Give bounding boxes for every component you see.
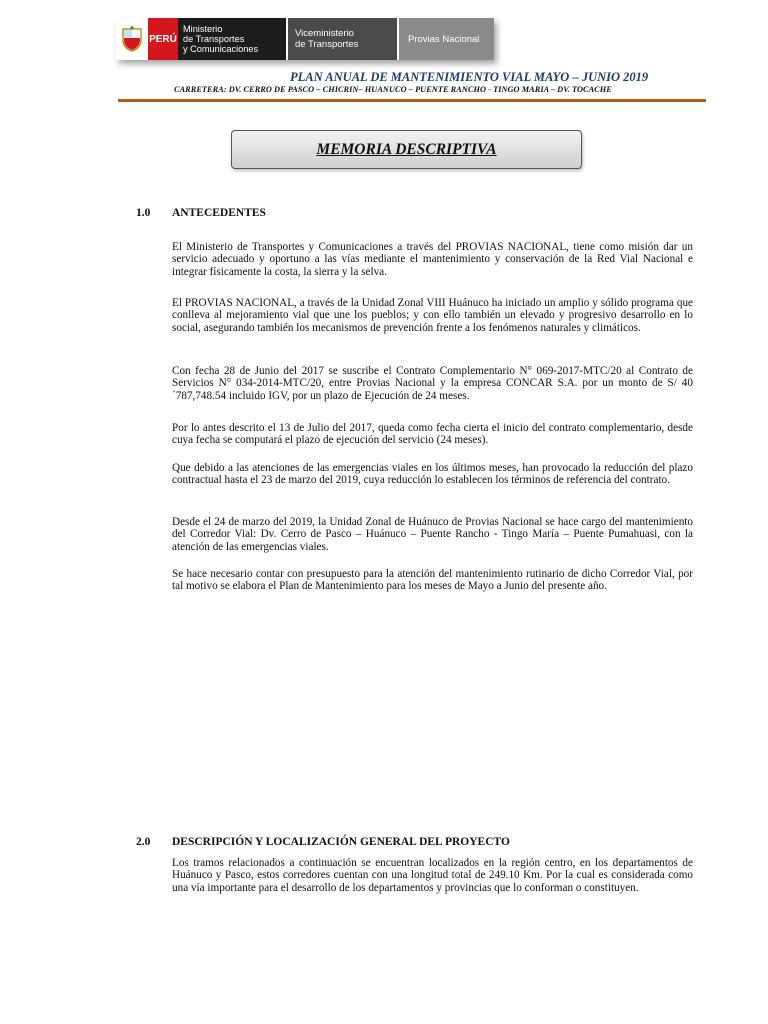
provias-label: Provias Nacional	[397, 18, 494, 60]
section-heading: ANTECEDENTES	[172, 207, 266, 219]
viceministry-label: Viceministerio de Transportes	[286, 18, 397, 60]
road-subtitle: CARRETERA: DV. CERRO DE PASCO – CHICRIN– HUANUCO – PUENTE RANCHO - TINGO MARIA – DV. TOCACHE	[174, 85, 612, 94]
paragraph: Con fecha 28 de Junio del 2017 se suscribe el Contrato Complementario N° 069-2017-MTC/20 al Contrato de Servicios N° 034-2014-MTC/20, entre Provias Nacional y la empresa CONCAR S.A. por un monto de S/ 40´787,748.54 incluido IGV, por un plazo de Ejecución de 24 meses.	[172, 365, 693, 402]
plan-title: PLAN ANUAL DE MANTENIMIENTO VIAL MAYO – JUNIO 2019	[290, 70, 649, 84]
coat-of-arms-icon	[119, 25, 145, 53]
paragraph: El Ministerio de Transportes y Comunicaciones a través del PROVIAS NACIONAL, tiene como misión dar un servicio adecuado y oportuno a las vías mediante el mantenimiento y conservación de la Red Vial Nacional e integrar físicamente la costa, la sierra y la selva.	[172, 241, 693, 278]
section-number: 2.0	[136, 836, 151, 848]
paragraph: El PROVIAS NACIONAL, a través de la Unidad Zonal VIII Huánuco ha iniciado un amplio y sólido programa que conlleva al mejoramiento vial que une los pueblos; y con ello también un elevado y progresivo desarrollo en lo social, asegurando también los mecanismos de prevención frente a los fenómenos naturales y climáticos.	[172, 297, 693, 334]
section-number: 1.0	[136, 207, 151, 219]
document-title: MEMORIA DESCRIPTIVA	[316, 140, 497, 158]
logo-peru-block	[116, 18, 286, 60]
section-heading: DESCRIPCIÓN Y LOCALIZACIÓN GENERAL DEL PROYECTO	[172, 836, 510, 848]
paragraph: Desde el 24 de marzo del 2019, la Unidad Zonal de Huánuco de Provias Nacional se hace cargo del mantenimiento del Corredor Vial: Dv. Cerro de Pasco – Huánuco – Puente Rancho - Tingo María – Puente Pumahuasi, con la atención de las emergencias viales.	[172, 516, 693, 553]
document-title-box	[231, 130, 582, 169]
institution-logo-bar	[116, 18, 494, 60]
paragraph: Se hace necesario contar con presupuesto para la atención del mantenimiento rutinario de dicho Corredor Vial, por tal motivo se elabora el Plan de Mantenimiento para los meses de Mayo a Junio del presente año.	[172, 568, 693, 593]
header-rule	[118, 99, 706, 102]
paragraph: Los tramos relacionados a continuación se encuentran localizados en la región centro, en los departamentos de Huánuco y Pasco, estos corredores cuentan con una longitud total de 249.10 Km. Por la cual es considerada como una vía importante para el desarrollo de los departamentos y provincias que lo conforman o constituyen.	[172, 857, 693, 894]
paragraph: Por lo antes descrito el 13 de Julio del 2017, queda como fecha cierta el inicio del contrato complementario, desde cuya fecha se computará el plazo de ejecución del servicio (24 meses).	[172, 422, 693, 447]
paragraph: Que debido a las atenciones de las emergencias viales en los últimos meses, han provocado la reducción del plazo contractual hasta el 23 de marzo del 2019, cuya reducción lo establecen los términos de referencia del contrato.	[172, 462, 693, 487]
ministry-label: Ministerio de Transportes y Comunicaciones	[178, 18, 286, 60]
peru-label: PERÚ	[148, 18, 178, 60]
